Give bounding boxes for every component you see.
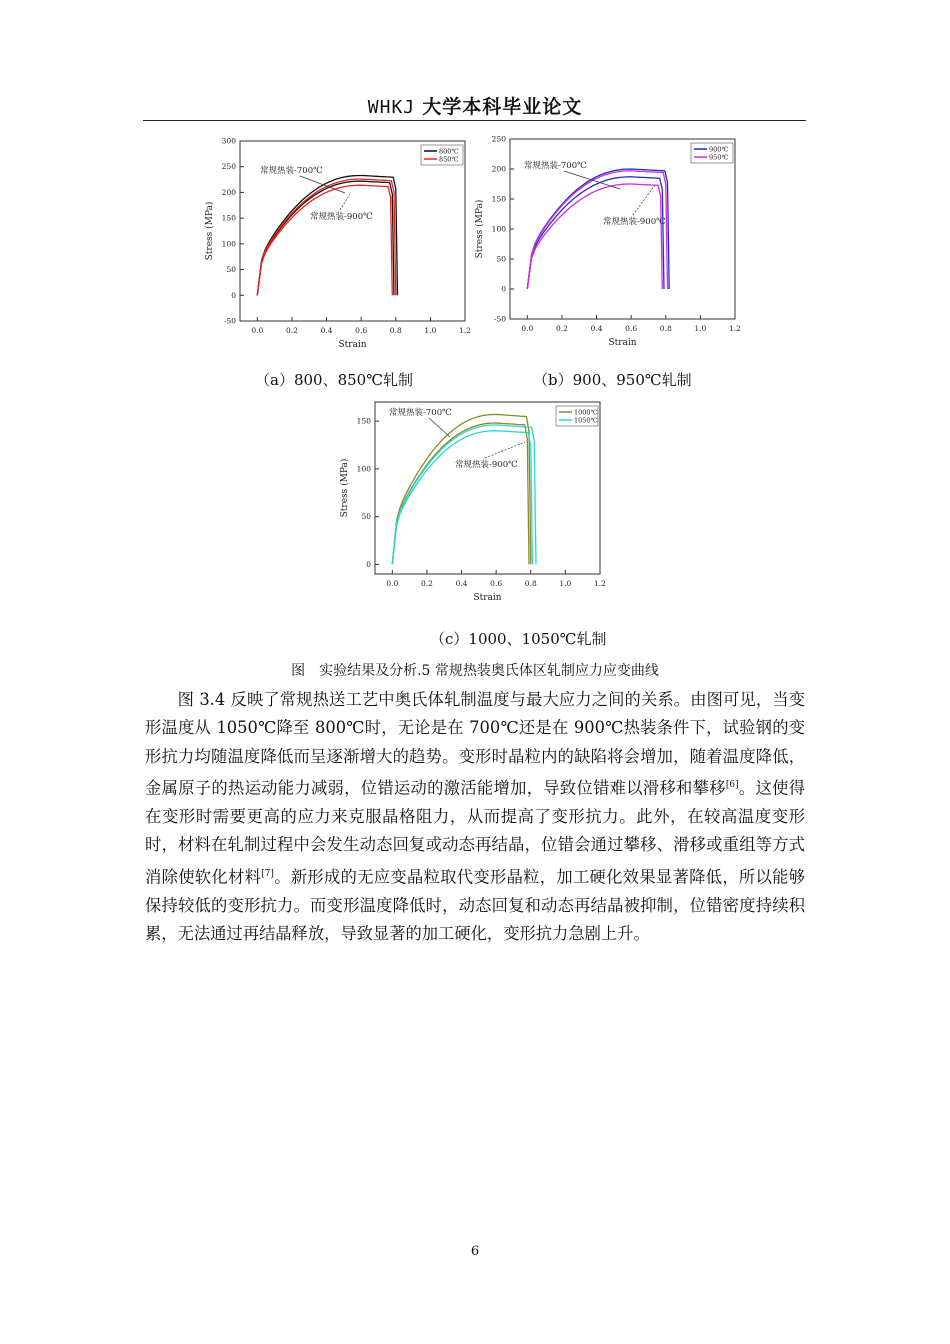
x-tick-label: 0.4 [455, 579, 468, 588]
series-line [527, 177, 664, 289]
caption-a: （a）800、850℃轧制 [255, 371, 413, 389]
header-latin: WHKJ [367, 97, 416, 118]
x-tick-label: 0.8 [524, 579, 537, 588]
page-header [145, 92, 805, 119]
series-line [392, 431, 532, 565]
caption-c: （c）1000、1050℃轧制 [430, 630, 607, 648]
legend-label: 900℃ [709, 145, 729, 154]
series-line [257, 185, 392, 295]
y-tick-label: -50 [223, 316, 236, 326]
x-tick-label: 0.6 [355, 326, 368, 335]
annotation-700: 常规热装-700℃ [524, 161, 587, 171]
legend-label: 850℃ [439, 155, 459, 164]
y-tick-label: 0 [231, 290, 236, 300]
series-line [257, 179, 396, 295]
annotation-900: 常规热装-900℃ [310, 212, 373, 222]
x-tick-label: 0.4 [320, 326, 333, 335]
x-tick-label: 1.2 [729, 324, 741, 333]
x-tick-label: 0.6 [490, 579, 503, 588]
y-tick-label: 0 [366, 559, 371, 569]
chart-b [475, 130, 743, 355]
y-tick-label: 200 [221, 187, 236, 197]
y-tick-label: 150 [356, 416, 371, 426]
y-tick-label: 100 [221, 239, 236, 249]
legend-label: 800℃ [439, 147, 459, 156]
x-tick-label: 0.8 [659, 324, 672, 333]
y-tick-label: 0 [501, 284, 506, 294]
y-tick-label: 200 [491, 164, 506, 174]
paragraph-text-1: 图 3.4 反映了常规热送工艺中奥氏体轧制温度与最大应力之间的关系。由图可见，当变形温度从 1050℃降至 800℃时，无论是在 700℃还是在 900℃热装条件下，试验钢的变形抗力均随温度降低而呈逐渐增大的趋势。变形时晶粒内的缺陷将会增加，随着温度降低，金属原子的热运动能力减弱，位错运动的激活能增加，导致位错难以滑移和攀移 [145, 690, 805, 798]
x-tick-label: 1.2 [594, 579, 606, 588]
y-tick-label: -50 [493, 314, 506, 324]
x-axis-label: Strain [608, 338, 637, 348]
annotation-arrow [633, 185, 655, 215]
figure-title: 图 实验结果及分析.5 常规热装奥氏体区轧制应力应变曲线 [291, 663, 659, 679]
y-tick-label: 50 [361, 512, 371, 522]
caption-b: （b）900、950℃轧制 [533, 371, 692, 389]
x-tick-label: 0.6 [625, 324, 638, 333]
citation-7: [7] [261, 868, 274, 879]
x-tick-label: 0.0 [386, 579, 399, 588]
chart-c [340, 395, 605, 617]
annotation-700: 常规热装-700℃ [260, 166, 323, 176]
y-axis-label: Stress (MPa) [340, 458, 350, 518]
series-line [527, 184, 662, 289]
page-number: 6 [470, 1244, 480, 1259]
series-line [257, 176, 397, 296]
header-title: 大学本科毕业论文 [422, 96, 583, 118]
chart-a [205, 132, 470, 357]
y-tick-label: 250 [491, 134, 506, 144]
annotation-arrow [429, 418, 450, 437]
y-axis-label: Stress (MPa) [205, 201, 215, 261]
x-tick-label: 1.0 [694, 324, 707, 333]
y-axis-label: Stress (MPa) [475, 199, 485, 259]
annotation-arrow [340, 194, 350, 210]
legend-label: 1000℃ [574, 408, 598, 417]
header-rule [143, 120, 806, 121]
x-tick-label: 1.2 [459, 326, 471, 335]
y-tick-label: 150 [491, 194, 506, 204]
paragraph-text-2: 。这使得在变形时需要更高的应力来克服晶格阻力，从而提高了变形抗力。此外，在较高温度变形时，材料在轧制过程中会发生动态回复或动态再结晶，位错会通过攀移、滑移或重组等方式消除使软化材料 [145, 778, 805, 887]
legend-label: 950℃ [709, 153, 729, 162]
y-tick-label: 50 [226, 265, 236, 275]
annotation-arrow [485, 442, 525, 458]
legend-label: 1050℃ [574, 416, 598, 425]
series-line [257, 181, 394, 295]
x-tick-label: 0.0 [521, 324, 534, 333]
y-tick-label: 100 [491, 224, 506, 234]
annotation-700: 常规热装-700℃ [389, 408, 452, 418]
x-tick-label: 0.8 [389, 326, 402, 335]
x-tick-label: 0.4 [590, 324, 603, 333]
series-line [392, 423, 529, 564]
y-tick-label: 250 [221, 162, 236, 172]
x-tick-label: 1.0 [559, 579, 572, 588]
annotation-900: 常规热装-900℃ [455, 460, 518, 470]
x-tick-label: 0.0 [251, 326, 264, 335]
x-axis-label: Strain [338, 340, 367, 350]
y-tick-label: 100 [356, 464, 371, 474]
x-axis-label: Strain [473, 593, 502, 603]
x-tick-label: 0.2 [555, 324, 568, 333]
body-paragraph [145, 686, 805, 949]
x-tick-label: 0.2 [285, 326, 298, 335]
x-tick-label: 1.0 [424, 326, 437, 335]
y-tick-label: 300 [221, 136, 236, 146]
paragraph-text-3: 。新形成的无应变晶粒取代变形晶粒，加工硬化效果显著降低，所以能够保持较低的变形抗力。而变形温度降低时，动态回复和动态再结晶被抑制，位错密度持续积累，无法通过再结晶释放，导致显著的加工硬化，变形抗力急剧上升。 [145, 867, 805, 944]
annotation-900: 常规热装-900℃ [603, 217, 666, 227]
x-tick-label: 0.2 [420, 579, 433, 588]
y-tick-label: 150 [221, 213, 236, 223]
citation-6: [6] [725, 780, 739, 791]
y-tick-label: 50 [496, 254, 506, 264]
